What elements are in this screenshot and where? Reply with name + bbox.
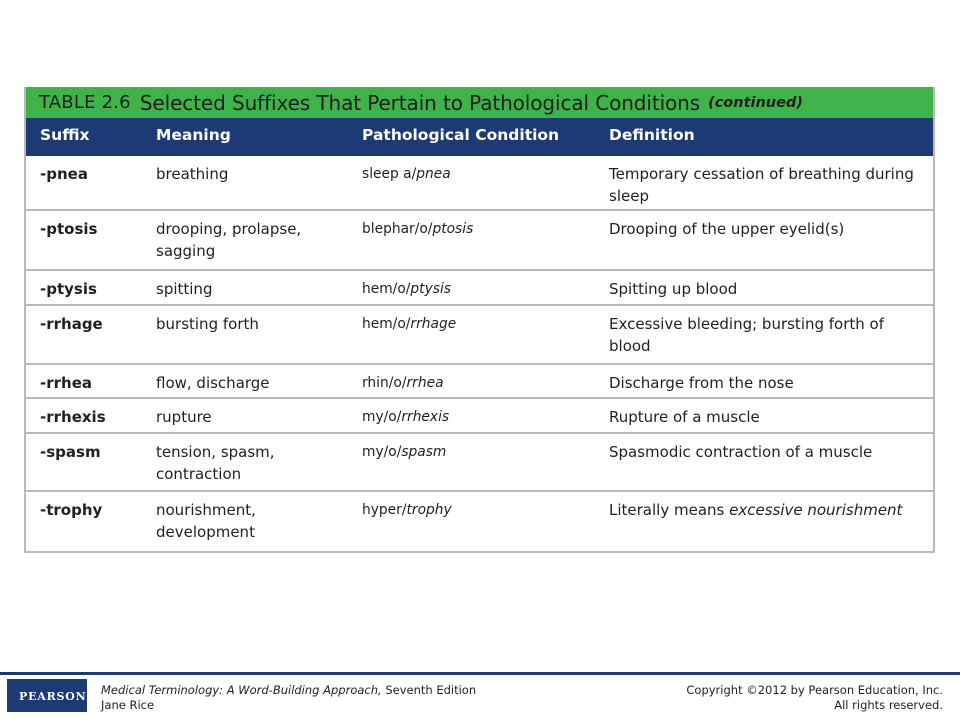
meaning-cell: drooping, prolapse, sagging	[156, 220, 302, 260]
suffix-table	[24, 87, 935, 553]
table-title-bar	[26, 87, 933, 118]
pearson-logo	[7, 679, 87, 712]
suffix-cell: -ptysis	[40, 280, 97, 298]
suffix-cell: -rrhexis	[40, 408, 106, 426]
table-continued-label: (continued)	[708, 94, 803, 111]
condition-cell: my/o/spasm	[362, 444, 447, 460]
meaning-cell: flow, discharge	[156, 374, 270, 392]
suffix-cell: -rrhage	[40, 315, 103, 333]
table-row	[26, 432, 933, 489]
suffix-cell: -trophy	[40, 501, 103, 519]
suffix-cell: -spasm	[40, 443, 101, 461]
definition-cell: Literally means excessive nourishment	[609, 501, 903, 519]
footer-copyright	[686, 683, 943, 713]
table-row	[26, 269, 933, 305]
definition-cell: Spitting up blood	[609, 280, 738, 298]
table-title: Selected Suffixes That Pertain to Pathological Conditions	[139, 90, 701, 115]
copyright-text: Copyright ©2012 by Pearson Education, Inc.	[686, 683, 943, 697]
footer-divider	[0, 672, 960, 675]
suffix-cell: -ptosis	[40, 220, 98, 238]
definition-cell: Discharge from the nose	[609, 374, 794, 392]
header-definition: Definition	[609, 126, 695, 144]
header-meaning: Meaning	[156, 126, 231, 144]
condition-cell: hem/o/rrhage	[362, 316, 457, 332]
meaning-cell: nourishment, development	[156, 501, 256, 541]
meaning-cell: bursting forth	[156, 315, 259, 333]
header-suffix: Suffix	[40, 126, 90, 144]
definition-cell: Drooping of the upper eyelid(s)	[609, 220, 845, 238]
condition-cell: rhin/o/rrhea	[362, 375, 444, 391]
table-number: TABLE 2.6	[39, 92, 131, 113]
meaning-cell: tension, spasm, contraction	[156, 443, 275, 483]
table-row	[26, 156, 933, 209]
table-row	[26, 363, 933, 398]
condition-cell: hem/o/ptysis	[362, 281, 451, 297]
suffix-cell: -rrhea	[40, 374, 92, 392]
condition-cell: blephar/o/ptosis	[362, 221, 474, 237]
table-row	[26, 209, 933, 266]
table-row	[26, 397, 933, 433]
meaning-cell: rupture	[156, 408, 212, 426]
meaning-cell: breathing	[156, 165, 229, 183]
definition-cell: Spasmodic contraction of a muscle	[609, 443, 873, 461]
header-condition: Pathological Condition	[362, 126, 560, 144]
book-title: Medical Terminology: A Word-Building Approach,	[101, 683, 382, 697]
suffix-cell: -pnea	[40, 165, 88, 183]
logo-text: PEARSON	[19, 690, 87, 703]
book-author: Jane Rice	[101, 698, 155, 712]
footer-citation	[101, 683, 476, 713]
condition-cell: sleep a/pnea	[362, 166, 451, 182]
table-row	[26, 304, 933, 362]
table-header-row	[26, 118, 933, 156]
book-edition: Seventh Edition	[385, 683, 477, 697]
condition-cell: my/o/rrhexis	[362, 409, 450, 425]
meaning-cell: spitting	[156, 280, 213, 298]
rights-text: All rights reserved.	[834, 698, 943, 712]
definition-cell: Excessive bleeding; bursting forth of blood	[609, 315, 885, 355]
definition-cell: Rupture of a muscle	[609, 408, 760, 426]
definition-cell: Temporary cessation of breathing during sleep	[609, 165, 914, 205]
table-row	[26, 490, 933, 552]
condition-cell: hyper/trophy	[362, 502, 452, 518]
